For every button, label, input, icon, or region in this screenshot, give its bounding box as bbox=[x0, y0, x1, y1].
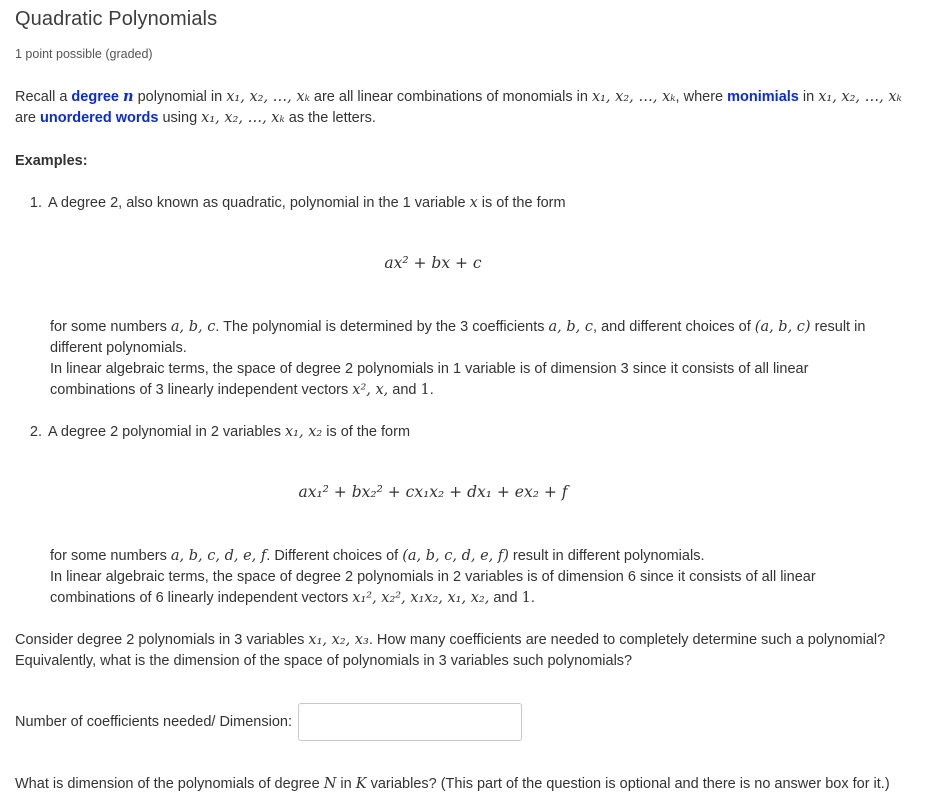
desc-text: , and different choices of bbox=[593, 319, 755, 335]
intro-paragraph bbox=[15, 86, 905, 129]
desc-text: . bbox=[429, 382, 434, 398]
desc-text: In linear algebraic terms, the space of degree 2 polynomials in 2 variables is of dimension 6 since it consists of all linear combinations of 6 linearly independent vectors bbox=[50, 569, 816, 606]
example-text: is of the form bbox=[322, 424, 411, 440]
final-text: variables? (This part of the question is optional and there is no answer box for it.) bbox=[366, 776, 890, 792]
math-K: K bbox=[355, 776, 367, 792]
problem-title: Quadratic Polynomials bbox=[15, 8, 218, 30]
monimials-keyword: monimials bbox=[727, 89, 799, 105]
desc-text: . bbox=[530, 590, 535, 606]
final-text: What is dimension of the polynomials of degree bbox=[15, 776, 324, 792]
math-abc: a, b, c bbox=[170, 319, 216, 335]
intro-text: are bbox=[15, 110, 40, 126]
desc-text: for some numbers bbox=[50, 319, 171, 335]
math-one: 1 bbox=[420, 382, 430, 398]
answer-input[interactable] bbox=[298, 703, 522, 741]
math-variables: x₁, x₂, x₃ bbox=[308, 632, 369, 648]
examples-heading: Examples: bbox=[15, 153, 88, 169]
example-description bbox=[50, 546, 890, 609]
example-text: is of the form bbox=[477, 195, 566, 211]
math-variables: x₁, x₂, …, xₖ bbox=[201, 110, 285, 126]
math-one: 1 bbox=[521, 590, 531, 606]
example-item-2 bbox=[46, 422, 920, 609]
intro-text: polynomial in bbox=[133, 89, 227, 105]
intro-text: Recall a bbox=[15, 89, 72, 105]
math-variables: x₁, x₂, …, xₖ bbox=[226, 89, 310, 105]
math-coefficients-tuple: (a, b, c, d, e, f) bbox=[402, 548, 509, 564]
unordered-words-keyword: unordered words bbox=[40, 110, 159, 126]
math-coefficients: a, b, c, d, e, f bbox=[170, 548, 267, 564]
math-x: x bbox=[469, 195, 478, 211]
display-equation-two-variables: ax₁² + bx₂² + cx₁x₂ + dx₁ + ex₂ + f bbox=[298, 483, 568, 501]
math-vectors: x₁², x₂², x₁x₂, x₁, x₂, bbox=[352, 590, 490, 606]
answer-label: Number of coefficients needed/ Dimension: bbox=[15, 713, 292, 730]
intro-text: are all linear combinations of monomials in bbox=[309, 89, 592, 105]
math-abc-tuple: (a, b, c) bbox=[754, 319, 811, 335]
example-description bbox=[50, 317, 890, 401]
desc-text: for some numbers bbox=[50, 548, 171, 564]
desc-text: and bbox=[388, 382, 421, 398]
desc-text: result in different polynomials. bbox=[50, 319, 866, 356]
final-text: in bbox=[336, 776, 356, 792]
examples-list bbox=[15, 193, 920, 609]
degree-keyword bbox=[71, 89, 133, 105]
optional-question-paragraph bbox=[15, 774, 895, 795]
intro-text: , where bbox=[675, 89, 728, 105]
example-text: A degree 2 polynomial in 2 variables bbox=[48, 424, 285, 440]
desc-text: result in different polynomials. bbox=[508, 548, 705, 564]
display-equation-quadratic: ax² + bx + c bbox=[384, 254, 482, 272]
question-paragraph bbox=[15, 630, 900, 672]
question-text: Consider degree 2 polynomials in 3 variables bbox=[15, 632, 309, 648]
points-possible: 1 point possible (graded) bbox=[15, 47, 153, 61]
intro-text: in bbox=[798, 89, 819, 105]
intro-text: using bbox=[158, 110, 202, 126]
desc-text: In linear algebraic terms, the space of degree 2 polynomials in 1 variable is of dimension 3 since it consists of all linear combinations of 3 linearly independent vectors bbox=[50, 361, 809, 398]
math-vectors: x², x, bbox=[352, 382, 389, 398]
example-item-1 bbox=[46, 193, 920, 401]
answer-row bbox=[15, 703, 920, 741]
degree-word: degree bbox=[71, 89, 119, 105]
desc-text: . The polynomial is determined by the 3 coefficients bbox=[215, 319, 549, 335]
math-variables: x₁, x₂, …, xₖ bbox=[591, 89, 676, 105]
math-variables: x₁, x₂ bbox=[284, 424, 323, 440]
desc-text: and bbox=[489, 590, 522, 606]
intro-text: as the letters. bbox=[284, 110, 376, 126]
question-text: . How many coefficients are needed to completely determine such a polynomial? Equivalently, what is the dimension of the space of polynomials in 3 variables such polynomials? bbox=[15, 632, 886, 669]
desc-text: . Different choices of bbox=[266, 548, 403, 564]
example-text: A degree 2, also known as quadratic, polynomial in the 1 variable bbox=[48, 195, 470, 211]
math-N: N bbox=[323, 776, 337, 792]
math-n: n bbox=[123, 88, 134, 105]
math-abc: a, b, c bbox=[548, 319, 594, 335]
math-variables: x₁, x₂, …, xₖ bbox=[818, 89, 902, 105]
